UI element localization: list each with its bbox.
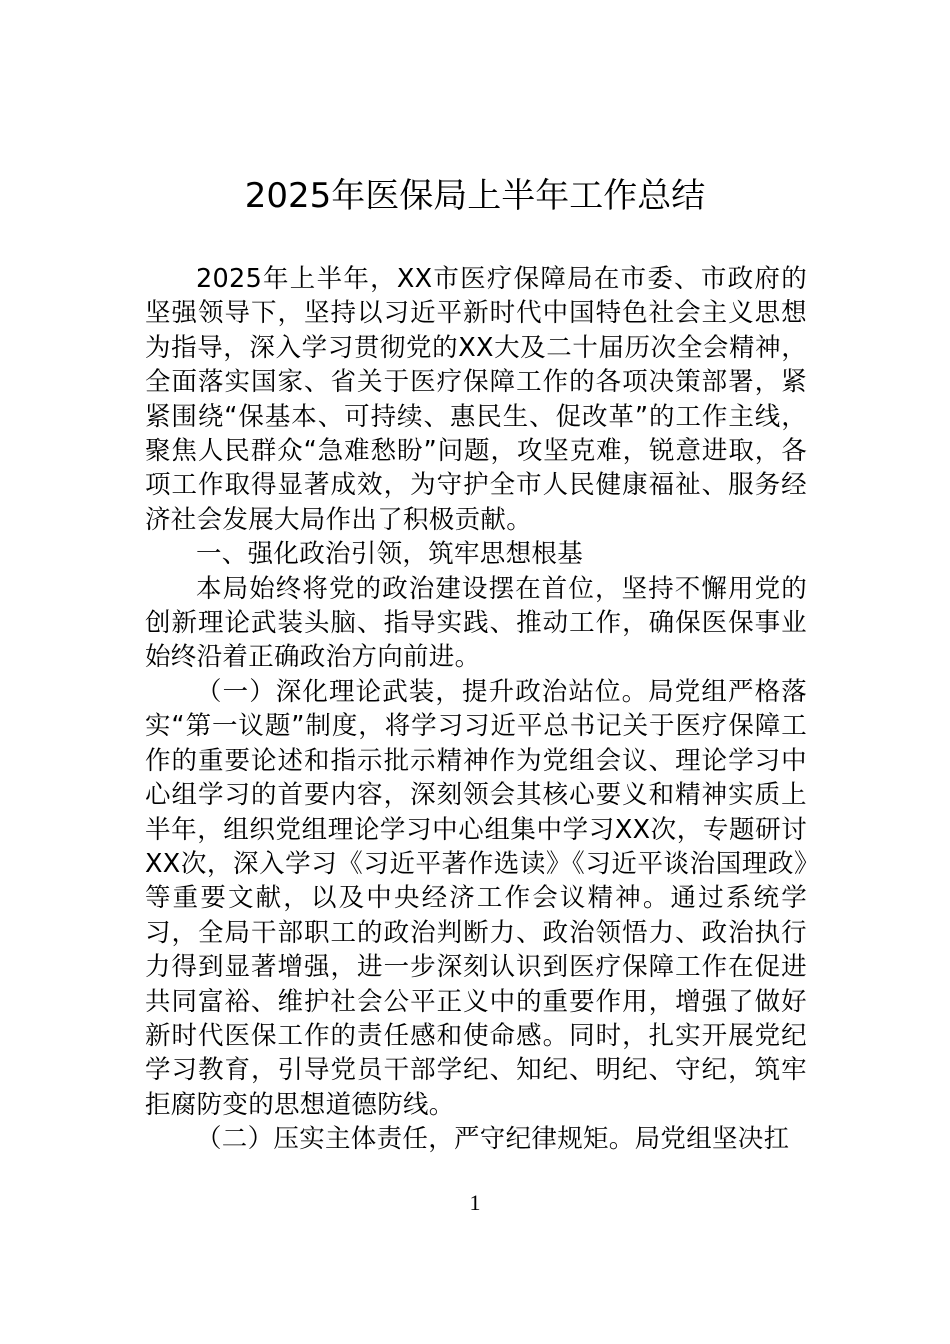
subsection-1-paragraph: （一）深化理论武装，提升政治站位。局党组严格落实“第一议题”制度，将学习习近平总书记关于医疗保障工作的重要论述和指示批示精神作为党组会议、理论学习中心组学习的首要内容，深刻领会其核心要义和精神实质上半年，组织党组理论学习中心组集中学习XX次，专题研讨XX次，深入学习《习近平著作选读》《习近平谈治国理政》等重要文献，以及中央经济工作会议精神。通过系统学习，全局干部职工的政治判断力、政治领悟力、政治执行力得到显著增强，进一步深刻认识到医疗保障工作在促进共同富裕、维护社会公平正义中的重要作用，增强了做好新时代医保工作的责任感和使命感。同时，扎实开展党纪学习教育，引导党员干部学纪、知纪、明纪、守纪，筑牢拒腐防变的思想道德防线。 (145, 676, 807, 1120)
document-title: 2025年医保局上半年工作总结 (244, 176, 706, 216)
section-1-paragraph: 本局始终将党的政治建设摆在首位，坚持不懈用党的创新理论武装头脑、指导实践、推动工作，确保医保事业始终沿着正确政治方向前进。 (145, 573, 807, 673)
page-number: 1 (469, 1190, 481, 1215)
subsection-2-paragraph: （二）压实主体责任，严守纪律规矩。局党组坚决扛 (196, 1124, 790, 1155)
intro-paragraph: 2025年上半年，XX市医疗保障局在市委、市政府的坚强领导下，坚持以习近平新时代中国特色社会主义思想为指导，深入学习贯彻党的XX大及二十届历次全会精神，全面落实国家、省关于医疗保障工作的各项决策部署，紧紧围绕“保基本、可持续、惠民生、促改革”的工作主线，聚焦人民群众“急难愁盼”问题，攻坚克难，锐意进取，各项工作取得显著成效，为守护全市人民健康福祉、服务经济社会发展大局作出了积极贡献。 (145, 264, 807, 535)
section-heading-1: 一、强化政治引领，筑牢思想根基 (196, 539, 584, 570)
document-body (145, 262, 807, 1157)
